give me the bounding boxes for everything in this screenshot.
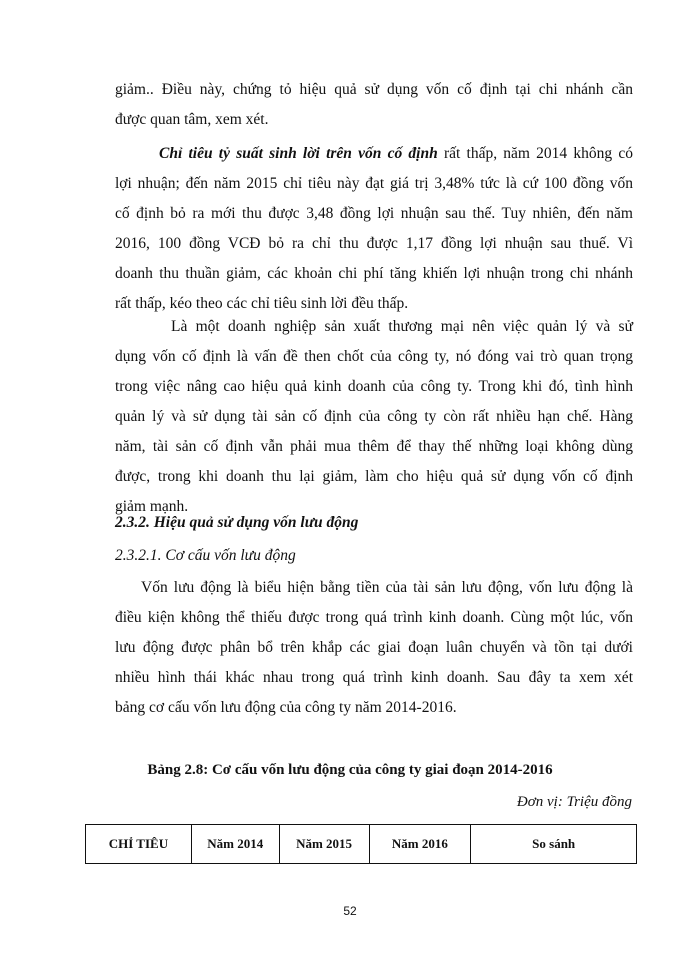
paragraph-3	[115, 312, 633, 522]
text-line: năm, tài sản cố định vẫn phải mua thêm để thay thế những loại không dùng	[115, 438, 633, 455]
paragraph-1	[115, 75, 633, 135]
page-number: 52	[343, 904, 357, 918]
text-line: doanh thu thuần giảm, các khoản chi phí tăng khiến lợi nhuận trong chi nhánh	[115, 265, 633, 282]
table-unit: Đơn vị: Triệu đồng	[516, 794, 632, 810]
text-line: giảm mạnh.	[115, 498, 189, 515]
text-line: Là một doanh nghiệp sản xuất thương mại nên việc quản lý và sử	[171, 318, 633, 335]
text-line	[115, 139, 633, 169]
text-line: quản lý và sử dụng tài sản cố định của công ty còn rất nhiều hạn chế. Hàng	[115, 408, 633, 425]
column-header-2016: Năm 2016	[369, 825, 471, 864]
text-line: nhiều hình thái khác nhau trong quá trình kinh doanh. Sau đây ta xem xét	[115, 669, 633, 686]
column-header-2015: Năm 2015	[279, 825, 369, 864]
column-header-comparison: So sánh	[471, 825, 637, 864]
text-line: trong việc nâng cao hiệu quả kinh doanh của công ty. Trong khi đó, tình hình	[115, 378, 633, 395]
text-line: được quan tâm, xem xét.	[115, 111, 269, 128]
table-header-row	[86, 825, 637, 864]
text-line: điều kiện không thể thiếu được trong quá trình kinh doanh. Cùng một lúc, vốn	[115, 609, 633, 626]
table-caption: Bảng 2.8: Cơ cấu vốn lưu động của công ty giai đoạn 2014-2016	[147, 762, 553, 778]
text-line: giảm.. Điều này, chứng tỏ hiệu quả sử dụng vốn cố định tại chi nhánh cần	[115, 81, 633, 98]
text-line: 2016, 100 đồng VCĐ bỏ ra chỉ thu được 1,17 đồng lợi nhuận sau thuế. Vì	[115, 235, 633, 252]
text-line: cố định bỏ ra mới thu được 3,48 đồng lợi nhuận sau thế. Tuy nhiên, đến năm	[115, 205, 633, 222]
column-header-2014: Năm 2014	[191, 825, 279, 864]
text-line: lợi nhuận; đến năm 2015 chỉ tiêu này đạt giá trị 3,48% tức là cứ 100 đồng vốn	[115, 175, 633, 192]
emphasis-term: Chỉ tiêu tỷ suất sinh lời trên vốn cố định	[159, 145, 438, 162]
column-header-indicator: CHỈ TIÊU	[86, 825, 192, 864]
section-heading: 2.3.2. Hiệu quả sử dụng vốn lưu động	[115, 514, 359, 531]
text-line: rất thấp, kéo theo các chỉ tiêu sinh lời đều thấp.	[115, 295, 409, 312]
text-line: Vốn lưu động là biểu hiện bằng tiền của tài sản lưu động, vốn lưu động là	[141, 579, 633, 596]
text-line: dụng vốn cố định là vấn đề then chốt của công ty, nó đóng vai trò quan trọng	[115, 348, 633, 365]
text-line: lưu động được phân bổ trên khắp các giai đoạn luân chuyển và tồn tại dưới	[115, 639, 633, 656]
paragraph-4	[115, 573, 633, 723]
capital-structure-table	[85, 824, 637, 864]
subsection-heading: 2.3.2.1. Cơ cấu vốn lưu động	[115, 547, 296, 564]
paragraph-2	[115, 139, 633, 319]
text-line: được, trong khi doanh thu lại giảm, làm cho hiệu quả sử dụng vốn cố định	[115, 468, 633, 485]
text-fragment: rất thấp, năm 2014 không có	[437, 145, 633, 162]
text-line: bảng cơ cấu vốn lưu động của công ty năm 2014-2016.	[115, 699, 457, 716]
